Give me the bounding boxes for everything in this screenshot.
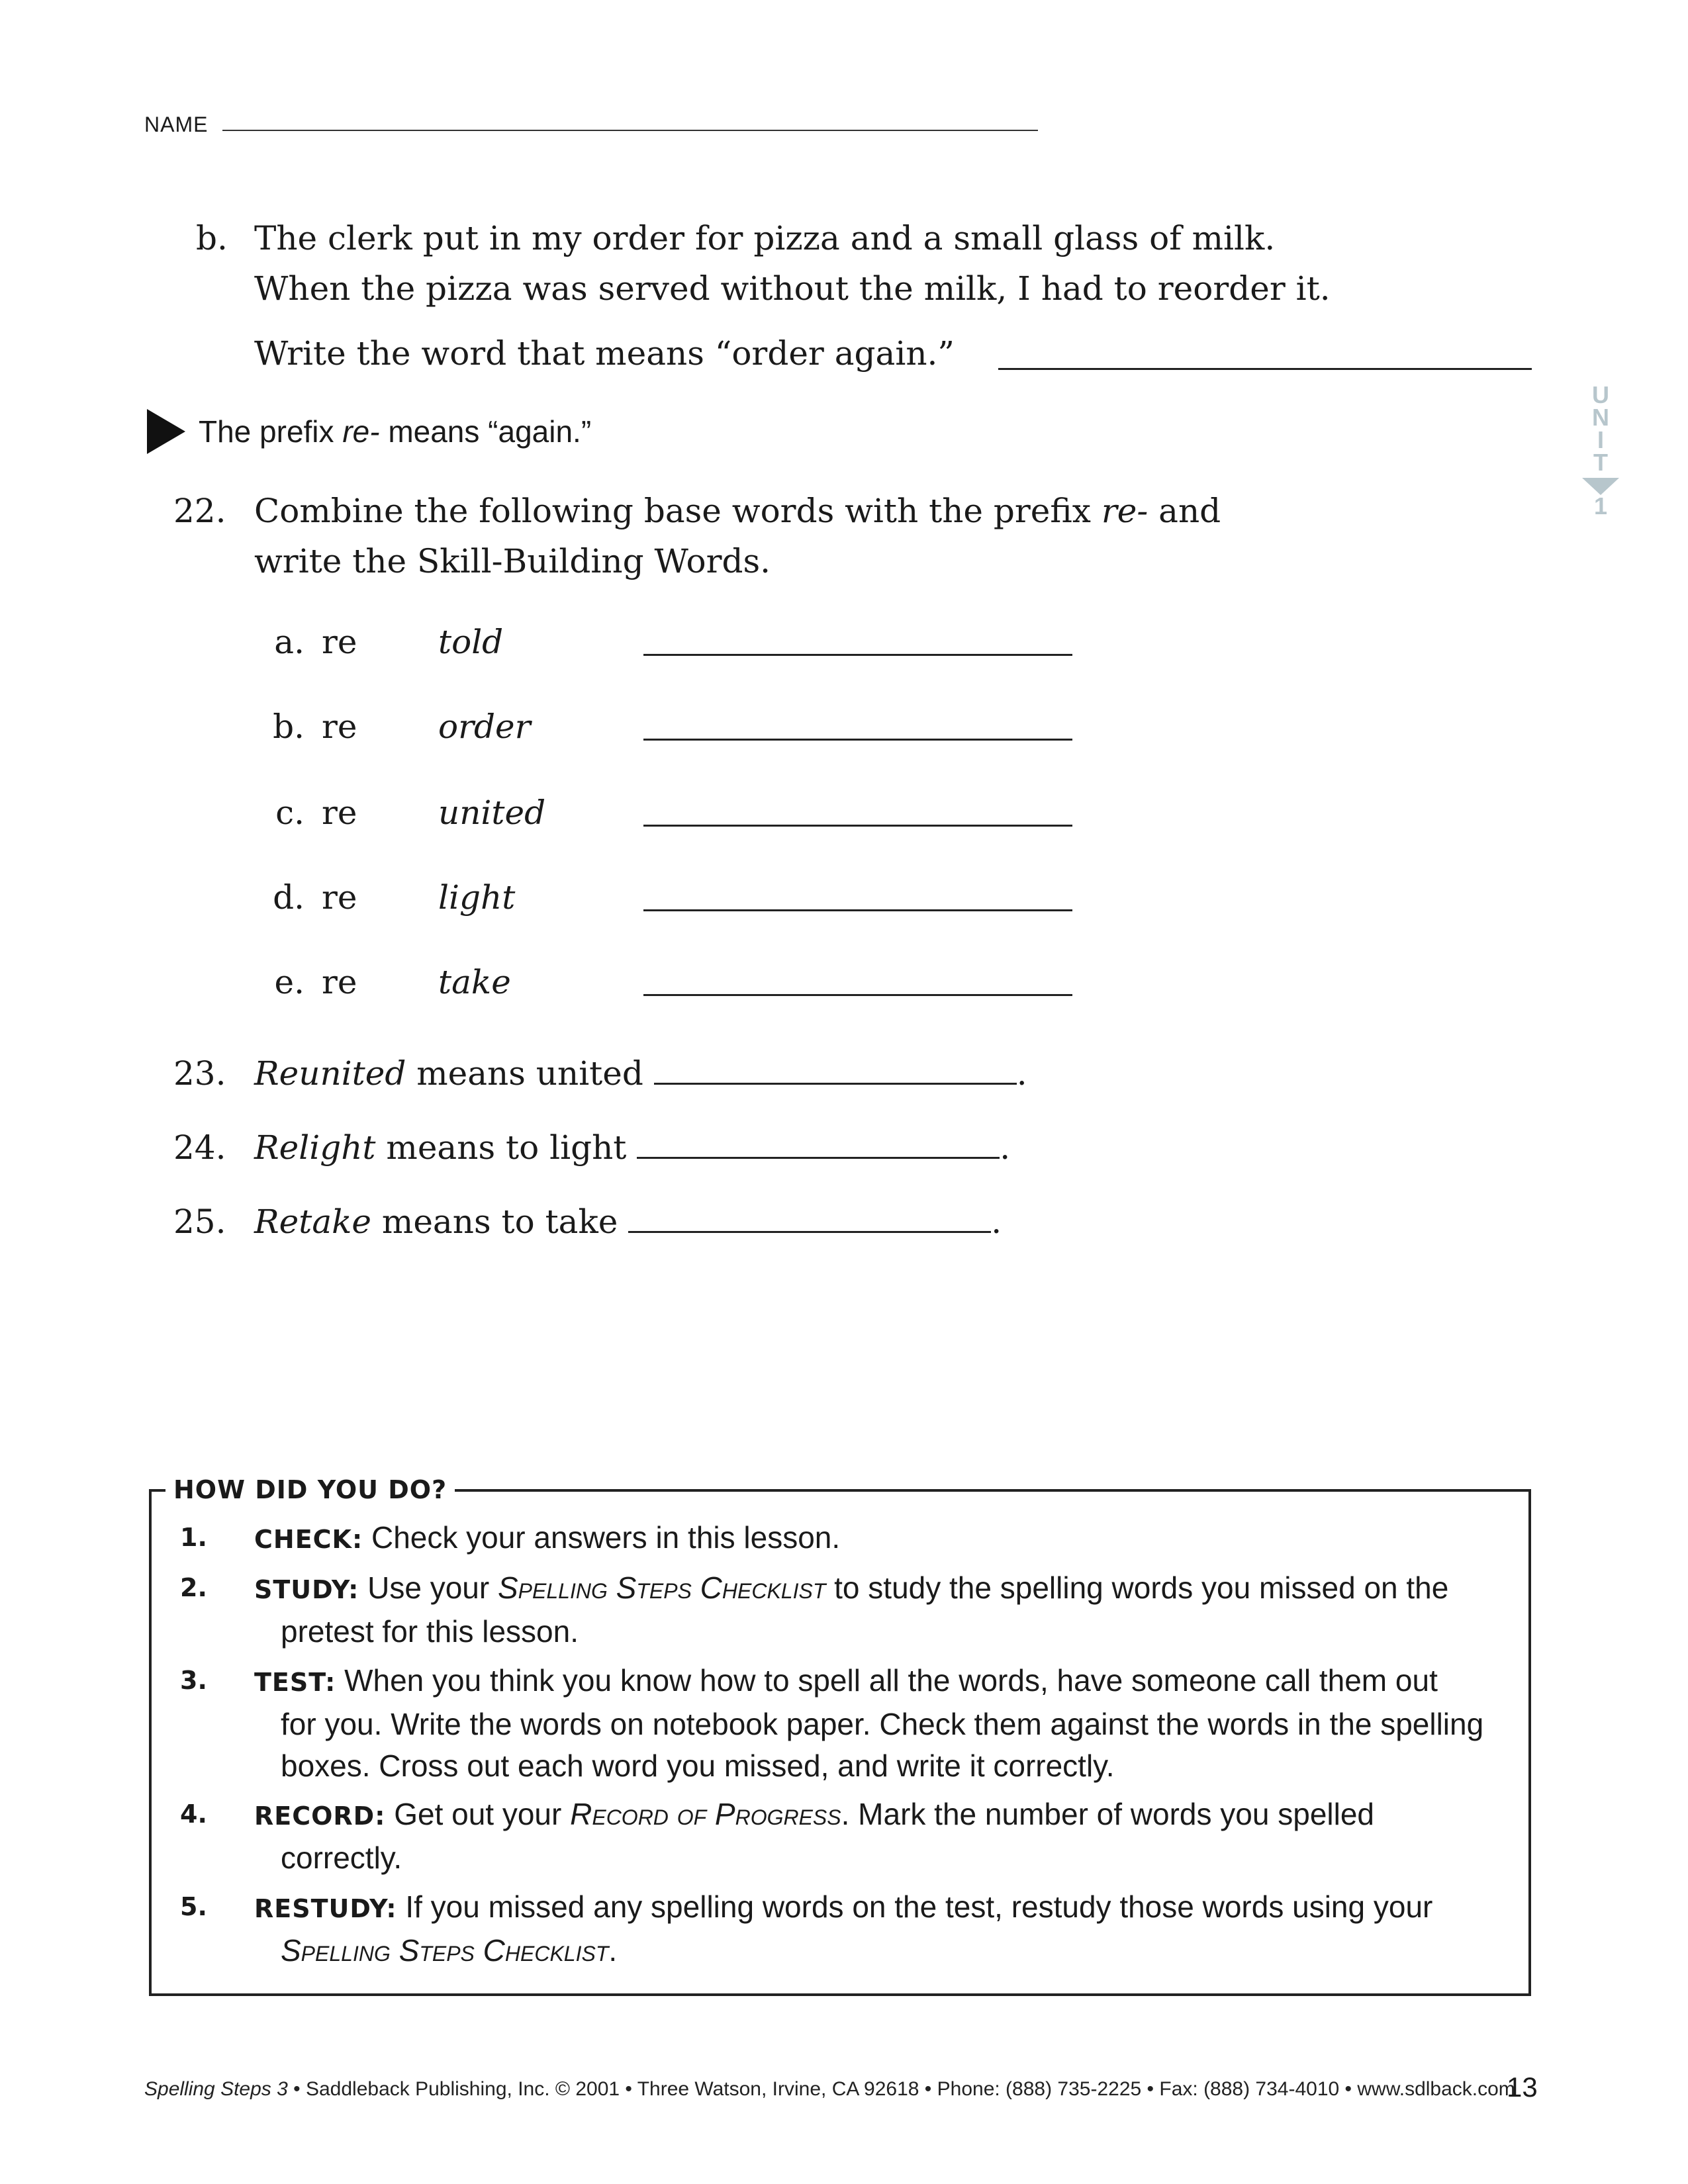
review-step-2: 2. STUDY: Use your Spelling Steps Checklist to study the spelling words you missed on the pretest for this lesson. [180,1570,1449,1649]
q22-row-e: e. re take [265,962,1125,1002]
item-b-label: b. [196,219,228,257]
review-step-4: 4. RECORD: Get out your Record of Progress. Mark the number of words you spelled correctly. [180,1797,1375,1875]
review-box-title: HOW DID YOU DO? [165,1475,455,1505]
q22-line2: write the Skill-Building Words. [254,542,771,580]
name-field-line[interactable] [222,130,1038,131]
q22-answer-line-e[interactable] [643,994,1072,996]
prefix-tip: The prefix re- means “again.” [199,414,592,449]
page-number: 13 [1507,2071,1538,2103]
q23-text: Reunited means united . [254,1054,1027,1093]
q22-row-b: b. re order [265,707,1125,747]
q22-answer-line-c[interactable] [643,825,1072,827]
footer-credit: Spelling Steps 3 • Saddleback Publishing, Inc. © 2001 • Three Watson, Irvine, CA 92618 • Phone: (888) 735-2225 • Fax: (888) 734-4010 • www.sdlback.com [144,2078,1515,2100]
q22-row-c: c. re united [265,793,1125,833]
q25-text: Retake means to take . [254,1203,1002,1241]
q22-answer-line-b[interactable] [643,739,1072,741]
name-label: NAME [144,113,209,136]
q23-answer-line[interactable] [654,1054,1017,1085]
q24-answer-line[interactable] [637,1128,1000,1159]
q22-number: 22. [173,492,226,530]
item-b-line2: When the pizza was served without the milk, I had to reorder it. [254,269,1331,308]
item-b-line1: The clerk put in my order for pizza and a small glass of milk. [254,219,1276,257]
q25-number: 25. [173,1203,226,1241]
q22-row-a: a. re told [265,622,1125,662]
q22-answer-line-d[interactable] [643,909,1072,911]
q22-answer-line-a[interactable] [643,654,1072,656]
q25-answer-line[interactable] [628,1202,991,1233]
unit-side-tab: U N I T 1 [1581,384,1620,518]
item-b-prompt: Write the word that means “order again.” [254,334,955,373]
q24-text: Relight means to light . [254,1128,1011,1167]
arrow-icon [147,409,185,454]
review-step-5: 5. RESTUDY: If you missed any spelling words on the test, restudy those words using your Spelling Steps Checklist. [180,1889,1433,1968]
review-step-3: 3. TEST: When you think you know how to spell all the words, have someone call them out for you. Write the words on notebook paper. Check them against the words in the spelling boxes. Cross out each word you missed, and write it correctly. [180,1663,1484,1783]
q22-line1: Combine the following base words with the prefix re- and [254,492,1221,530]
q23-number: 23. [173,1054,226,1093]
review-step-1: 1. CHECK: Check your answers in this lesson. [180,1520,841,1555]
q24-number: 24. [173,1128,226,1167]
q22-row-d: d. re light [265,878,1125,917]
item-b-answer-line[interactable] [998,368,1532,370]
